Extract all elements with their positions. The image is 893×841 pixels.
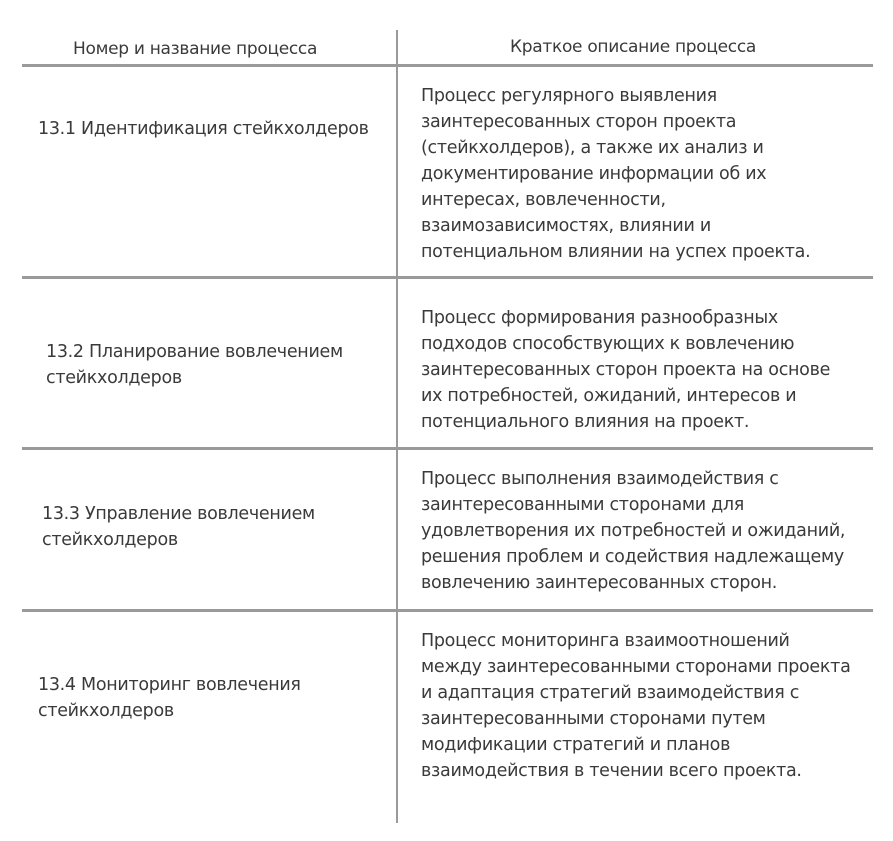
- row-divider: [22, 609, 873, 612]
- row-divider: [22, 276, 873, 279]
- name-line: 13.2 Планирование вовлечением: [46, 342, 343, 362]
- row-2-name: [46, 339, 391, 391]
- header-process-description: Краткое описание процесса: [510, 37, 757, 57]
- desc-line: интересах, вовлеченности,: [421, 190, 666, 210]
- name-line: стейкхолдеров: [38, 701, 174, 721]
- desc-line: заинтересованных сторон проекта: [421, 112, 737, 132]
- desc-line: и адаптация стратегий взаимодействия с: [421, 683, 800, 703]
- row-2-description: [421, 305, 871, 435]
- desc-line: взаимодействия в течении всего проекта.: [421, 761, 802, 781]
- desc-line: удовлетворения их потребностей и ожиданий,: [421, 521, 846, 541]
- header-divider: [22, 64, 873, 67]
- row-1-name: [38, 116, 383, 142]
- desc-line: Процесс выполнения взаимодействия с: [421, 469, 779, 489]
- desc-line: решения проблем и содействия надлежащему: [421, 547, 844, 567]
- header-process-name: Номер и название процесса: [73, 39, 318, 59]
- name-line: 13.4 Мониторинг вовлечения: [38, 675, 301, 695]
- desc-line: Процесс формирования разнообразных: [421, 308, 778, 328]
- name-line: стейкхолдеров: [46, 368, 182, 388]
- desc-line: подходов способствующих к вовлечению: [421, 334, 795, 354]
- desc-line: заинтересованных сторон проекта на основе: [421, 360, 831, 380]
- desc-line: потенциальном влиянии на успех проекта.: [421, 242, 811, 262]
- desc-line: между заинтересованными сторонами проекта: [421, 657, 851, 677]
- row-1-name-text: 13.1 Идентификация стейкхолдеров: [38, 119, 369, 139]
- desc-line: заинтересованными сторонами для: [421, 495, 745, 515]
- desc-line: Процесс мониторинга взаимоотношений: [421, 631, 790, 651]
- column-divider: [396, 30, 398, 823]
- desc-line: заинтересованными сторонами путем: [421, 709, 766, 729]
- desc-line: модификации стратегий и планов: [421, 735, 731, 755]
- row-4-description: [421, 628, 871, 784]
- row-3-description: [421, 466, 871, 596]
- desc-line: взаимозависимостях, влиянии и: [421, 216, 711, 236]
- desc-line: Процесс регулярного выявления: [421, 86, 717, 106]
- row-divider: [22, 447, 873, 450]
- row-1-description: [421, 83, 871, 265]
- desc-line: потенциального влияния на проект.: [421, 412, 750, 432]
- desc-line: вовлечению заинтересованных сторон.: [421, 573, 778, 593]
- desc-line: документирование информации об их: [421, 164, 767, 184]
- row-3-name: [42, 501, 387, 553]
- name-line: 13.3 Управление вовлечением: [42, 504, 315, 524]
- desc-line: (стейкхолдеров), а также их анализ и: [421, 138, 764, 158]
- name-line: стейкхолдеров: [42, 530, 178, 550]
- desc-line: их потребностей, ожиданий, интересов и: [421, 386, 797, 406]
- row-4-name: [38, 672, 383, 724]
